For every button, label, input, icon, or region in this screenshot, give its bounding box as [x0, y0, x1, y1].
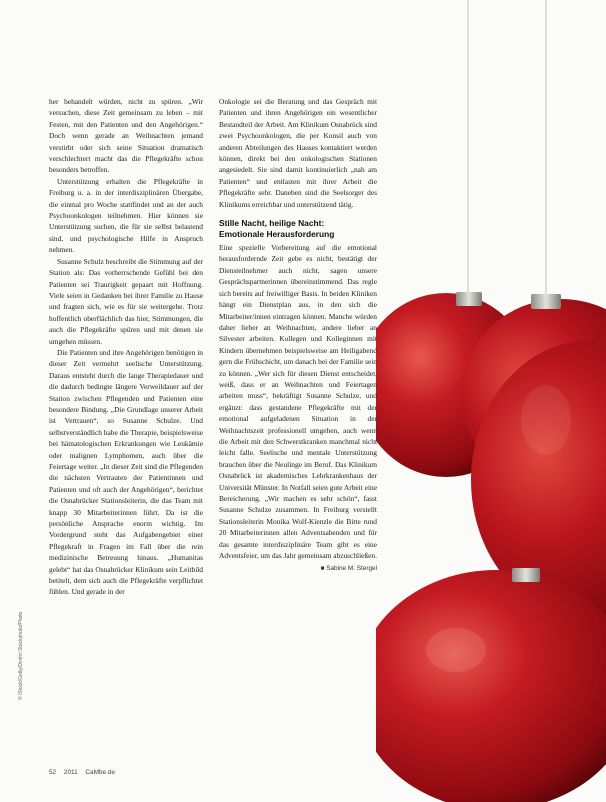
article-column-right — [219, 96, 377, 575]
author-byline: ■ Sabine M. Stergel — [320, 565, 377, 573]
christmas-ornament-icon — [376, 568, 606, 802]
christmas-ornaments-photo — [376, 0, 606, 802]
page-number: 52 — [49, 769, 57, 776]
article-column-left — [49, 96, 203, 598]
page-footer — [49, 769, 121, 776]
article-paragraph: Onkologie sei die Beratung und das Gespräch mit Patienten und ihren Angehörigen ein wesentlicher Bestandteil der Arbeit. Am Klinikum Osnabrück sind zwei Psychoonkologen, die per Konsil auch von anderen Abteilungen des Hauses kontaktiert werden können, direkt bei den onkologischen Stationen angesiedelt. Sie sind damit kontinuierlich „nah am Patienten“ und entlasten mit ihrer Arbeit die Pflegekräfte sehr. Daneben sind die Seelsorger des Klinikums erreichbar und unterstützend tätig. — [219, 97, 377, 209]
article-paragraph: Susanne Schulz beschreibt die Stimmung auf der Station als: Das vorherrschende Gefühl bei den Patienten sei Traurigkeit gepaart mit Hoffnung. Viele seien in Gedanken bei ihrer Familie zu Hause und fragten sich, wie es für sie weitergehe. Trotz hoffentlich oberflächlich das hier, Stimmungen, die auch die Pflegekräfte spüren und mit denen sie umgehen müssen. — [49, 256, 203, 346]
article-paragraph: her behandelt würden, nicht zu spüren. „Wir versuchen, diese Zeit gemeinsam zu leben – mit Festen, mit den Patienten und den Angehörigen.“ Doch wenn gerade an Weihnachten jemand verstirbt oder sich seine Situation dramatisch verschlechtert macht das die Pflegekräfte schon besonders betroffen. — [49, 97, 203, 175]
subheading-line: Emotionale Herausforderung — [219, 229, 335, 240]
issue-year: 2011 — [63, 769, 78, 776]
article-paragraph: Eine spezielle Vorbereitung auf die emotional herausfordernde Zeit gebe es nicht, bestätigt der Diensteilnehmer auch nicht, sagen unsere Gesprächspartnerinnen übereinstimmend. Das regle sich bereits auf freiwilliger Basis. In beiden Kliniken hängt ein Dienstplan aus, in den sich die Mitarbeiter/innen eintragen können. Manche würden daher lieber an Weihnachten, andere lieber an Silvester arbeiten. Kollegen und Kolleginnen mit Kindern übernehmen beispielsweise am Heiligabend gern die Frühschicht, um danach bei der Familie sein zu können. „Wer sich für diesen Dienst entscheidet, weiß, dass er an Weihnachten und Feiertagen arbeiten muss“, bekräftigt Susanne Schulze, und ergänzt: dass gestandene Pflegekräfte mit der emotional aufgeladenen Situation in der Weihnachtszeit professionell umgehen, auch wenn die Arbeit mit den Schwerstkranken manchmal nicht leicht falle. Seelische und mentale Unterstützung brauchen über die Neulinge im Beruf. Das Klinikum Osnabrück ist akademisches Lehrkrankenhaus der Universität Münster. In Notfall seien gute Arbeit eine Bereicherung. „Wir machen es sehr schön“, fasst Susanne Schulze zusammen. In Freiburg verstellt Stationsleiterin Monika Wolf-Kienzle die Bitte rund 20 Mitarbeiterinnen allen Adventsabenden und für das gesamte interdisziplinäre Team gibt es eine Adventsfeier, um das Jahr gemeinsam abzuschließen. — [219, 243, 377, 561]
section-subheading — [219, 218, 377, 240]
article-paragraph: Unterstützung erhalten die Pflegekräfte in Freiburg u. a. in der interdisziplinären Übergabe, die einmal pro Woche stattfindet und an der auch Psychoonkologen teilnehmen. Hier können sie Unterstützung suchen, die für sie selbst belastend sind, und psychologische Hilfe in Anspruch nehmen. — [49, 176, 203, 255]
article-paragraph: Die Patienten und ihre Angehörigen benötigen in dieser Zeit vermehrt seelische Unterstützung. Daraus entsteht durch die lange Therapiedauer und die dadurch bedingte längere Verweildauer auf der Station zwischen Pflegenden und Patienten eine besondere Bindung. „Die Grundlage unserer Arbeit ist Vertrauen“, so Susanne Schulze. Und selbstverständlich habe die Therapie, beispielsweise bei hämatologischen Erkrankungen wie Leukämie oder malignen Lymphomen, auch über die Feiertage weiter. „In dieser Zeit sind die Pflegenden die nächsten Vertrauten der Patientinnen und Patienten und oft auch der Angehörigen“, berichtet die Osnabrücker Stationsleiterin, die das Team mit knapp 30 Mitarbeiterinnen führt. Da ist die persönliche Ansprache enorm wichtig. Im Vordergrund steht das Aufgabengebiet einer Pflegekraft in Fragen im Fall über die rein medizinische Betreuung hinaus. „Humanitas gelebt“ hat das Osnabrücker Klinikum sein Leitbild betitelt, dem sich auch die Pflegekräfte verpflichtet fühlen. Und gerade in der — [49, 347, 203, 597]
journal-name: CaMbe.de — [85, 769, 115, 776]
photo-credit: © iStock/Getty/Dimitri Stockphoto/Photo — [18, 611, 24, 700]
subheading-line: Stille Nacht, heilige Nacht: — [219, 218, 325, 229]
